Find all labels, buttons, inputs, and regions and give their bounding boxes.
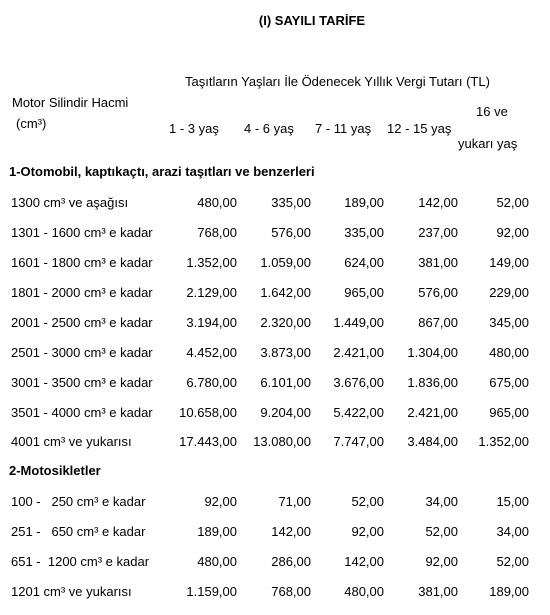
table-cell: 867,00 [418,315,458,330]
table-cell: 2.129,00 [186,285,237,300]
table-cell: 92,00 [204,494,237,509]
table-cell: 142,00 [271,524,311,539]
table-cell: 768,00 [197,225,237,240]
table-row [0,375,550,395]
table-cell: 6.101,00 [260,375,311,390]
table-cell: 335,00 [271,195,311,210]
table-row [0,554,550,574]
table-cell: 189,00 [489,584,529,599]
table-cell: 381,00 [418,255,458,270]
row-label: 2501 - 3000 cm³ e kadar [11,345,153,360]
table-row [0,494,550,514]
table-cell: 52,00 [351,494,384,509]
table-row [0,345,550,365]
page-title: (I) SAYILI TARİFE [258,13,366,28]
table-cell: 1.642,00 [260,285,311,300]
row-label: 3001 - 3500 cm³ e kadar [11,375,153,390]
table-cell: 6.780,00 [186,375,237,390]
table-cell: 52,00 [425,524,458,539]
table-cell: 4.452,00 [186,345,237,360]
table-cell: 10.658,00 [179,405,237,420]
table-cell: 965,00 [344,285,384,300]
row-label: 1301 - 1600 cm³ e kadar [11,225,153,240]
table-cell: 142,00 [344,554,384,569]
table-cell: 142,00 [418,195,458,210]
table-cell: 345,00 [489,315,529,330]
table-cell: 381,00 [418,584,458,599]
motor-volume-header: Motor Silindir Hacmi [12,95,129,110]
table-cell: 1.159,00 [186,584,237,599]
table-cell: 15,00 [496,494,529,509]
table-cell: 149,00 [489,255,529,270]
row-label: 1601 - 1800 cm³ e kadar [11,255,153,270]
table-cell: 52,00 [496,554,529,569]
table-row [0,524,550,544]
section-title: 2-Motosikletler [9,463,101,478]
table-row [0,225,550,245]
table-cell: 3.873,00 [260,345,311,360]
table-cell: 335,00 [344,225,384,240]
table-cell: 17.443,00 [179,434,237,449]
table-row [0,405,550,425]
table-cell: 189,00 [197,524,237,539]
table-cell: 1.059,00 [260,255,311,270]
table-cell: 9.204,00 [260,405,311,420]
table-cell: 92,00 [425,554,458,569]
age-column-header-last-line1: 16 ve [476,104,508,119]
age-column-header: 1 - 3 yaş [169,121,219,136]
section-title: 1-Otomobil, kaptıkaçtı, arazi taşıtları ve benzerleri [9,164,315,179]
row-label: 1201 cm³ ve yukarısı [11,584,132,599]
table-cell: 237,00 [418,225,458,240]
table-row [0,195,550,215]
age-column-header: 7 - 11 yaş [315,121,372,136]
age-column-header: 12 - 15 yaş [387,121,452,136]
table-cell: 1.449,00 [333,315,384,330]
row-label: 2001 - 2500 cm³ e kadar [11,315,153,330]
table-cell: 1.836,00 [407,375,458,390]
row-label: 251 - 650 cm³ e kadar [11,524,146,539]
age-group-header: Taşıtların Yaşları İle Ödenecek Yıllık Vergi Tutarı (TL) [185,74,490,89]
table-cell: 92,00 [496,225,529,240]
row-label: 3501 - 4000 cm³ e kadar [11,405,153,420]
table-row [0,315,550,335]
table-row [0,584,550,604]
table-cell: 1.304,00 [407,345,458,360]
table-cell: 5.422,00 [333,405,384,420]
table-cell: 576,00 [418,285,458,300]
table-cell: 229,00 [489,285,529,300]
table-cell: 2.421,00 [333,345,384,360]
table-cell: 3.194,00 [186,315,237,330]
table-cell: 52,00 [496,195,529,210]
table-cell: 34,00 [496,524,529,539]
age-column-header-last-line2: yukarı yaş [458,136,518,151]
table-row [0,255,550,275]
table-cell: 965,00 [489,405,529,420]
age-column-header: 4 - 6 yaş [244,121,294,136]
row-label: 1801 - 2000 cm³ e kadar [11,285,153,300]
table-cell: 480,00 [344,584,384,599]
table-cell: 1.352,00 [186,255,237,270]
row-label: 1300 cm³ ve aşağısı [11,195,129,210]
table-cell: 286,00 [271,554,311,569]
table-cell: 7.747,00 [333,434,384,449]
table-cell: 3.676,00 [333,375,384,390]
table-cell: 189,00 [344,195,384,210]
table-cell: 34,00 [425,494,458,509]
table-cell: 624,00 [344,255,384,270]
table-cell: 13.080,00 [253,434,311,449]
table-cell: 71,00 [278,494,311,509]
table-cell: 1.352,00 [478,434,529,449]
table-cell: 2.320,00 [260,315,311,330]
table-cell: 768,00 [271,584,311,599]
table-row [0,285,550,305]
row-label: 651 - 1200 cm³ e kadar [11,554,150,569]
table-cell: 480,00 [197,195,237,210]
row-label: 100 - 250 cm³ e kadar [11,494,146,509]
table-cell: 2.421,00 [407,405,458,420]
table-cell: 480,00 [197,554,237,569]
table-cell: 480,00 [489,345,529,360]
table-cell: 3.484,00 [407,434,458,449]
table-cell: 576,00 [271,225,311,240]
table-row [0,434,550,454]
table-cell: 675,00 [489,375,529,390]
table-cell: 92,00 [351,524,384,539]
motor-volume-unit: (cm³) [16,116,47,131]
row-label: 4001 cm³ ve yukarısı [11,434,132,449]
